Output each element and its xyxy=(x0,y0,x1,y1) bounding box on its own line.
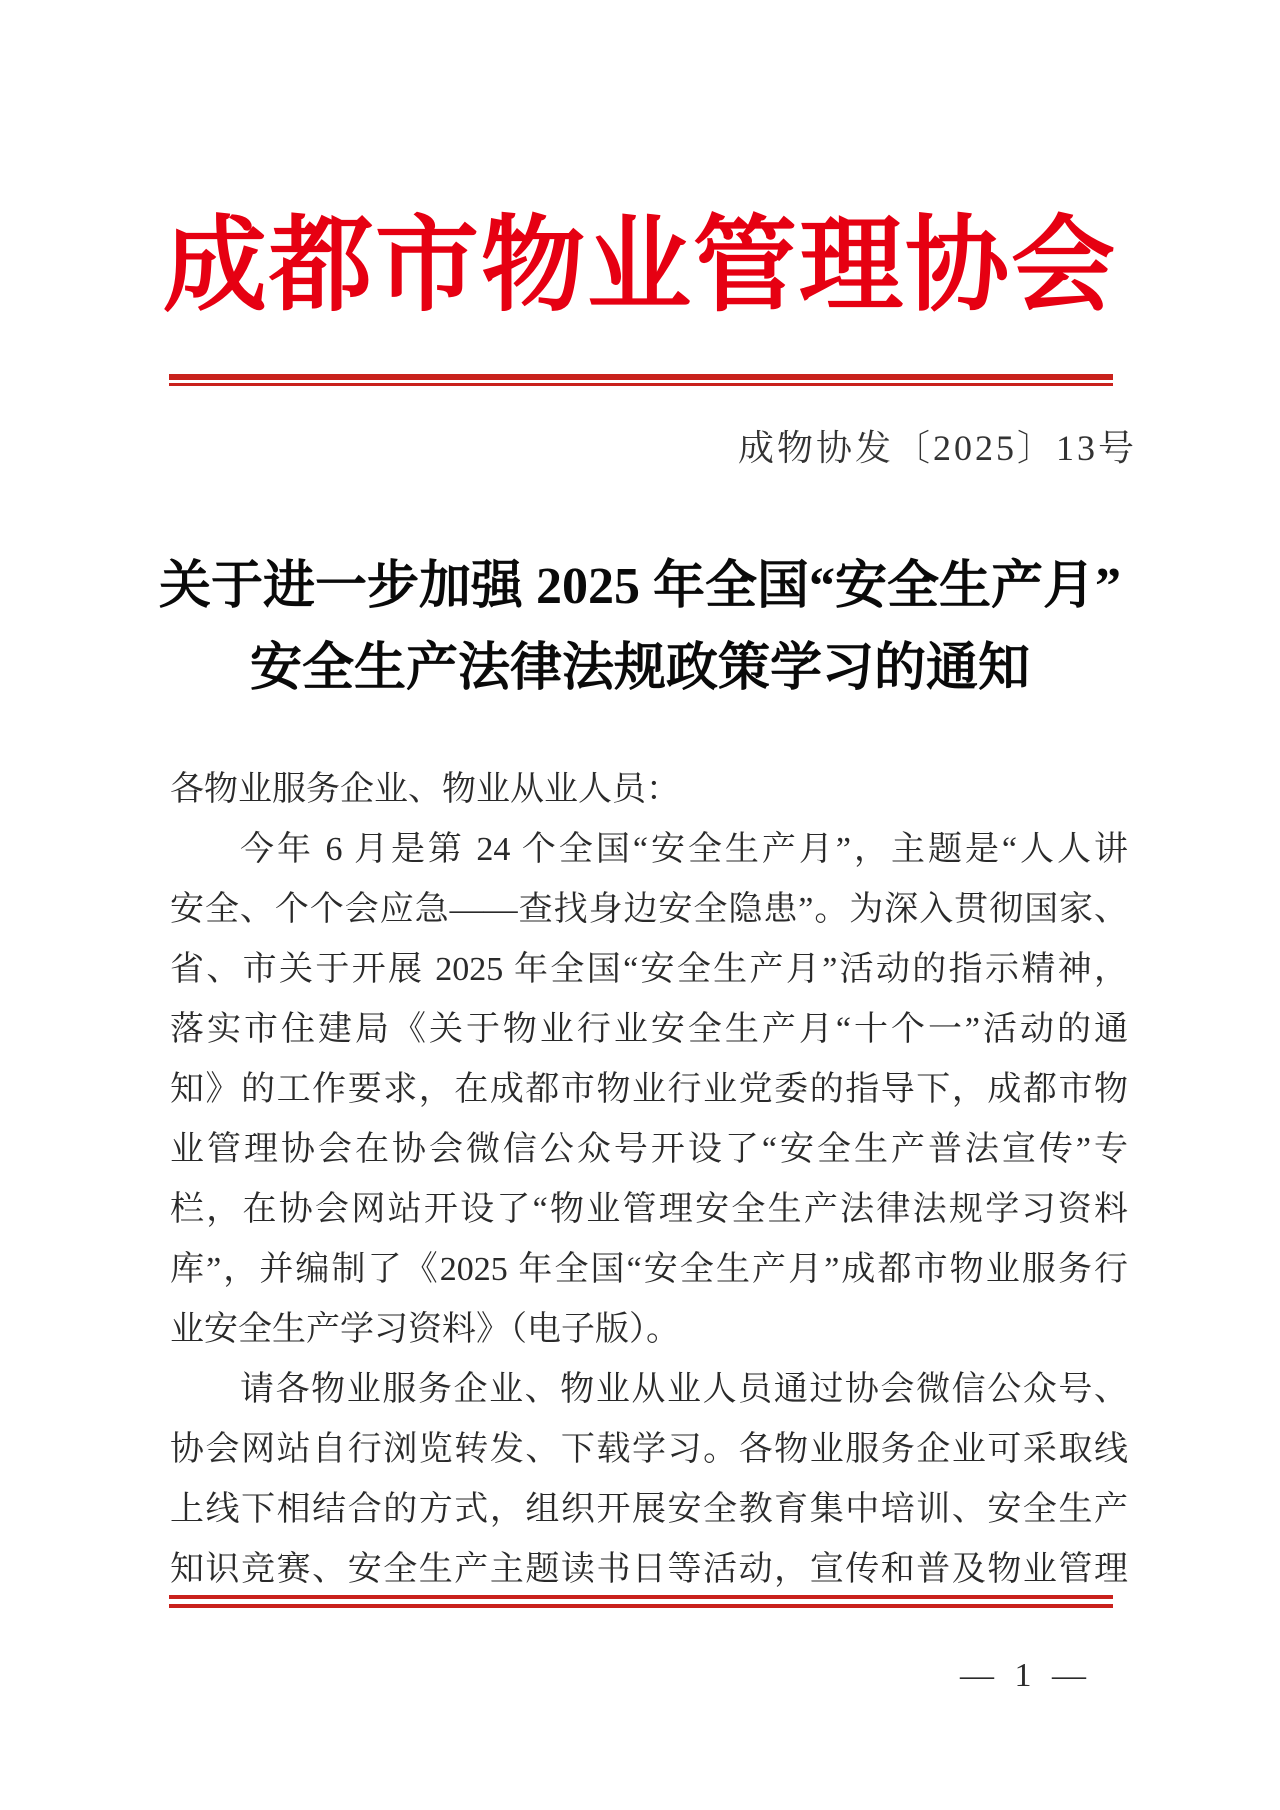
body-line: 业管理协会在协会微信公众号开设了“安全生产普法宣传”专 xyxy=(170,1131,1128,1168)
body-line: 省、市关于开展 2025 年全国“安全生产月”活动的指示精神， xyxy=(170,951,1128,988)
document-title xyxy=(0,546,1280,710)
body-line: 请各物业服务企业、物业从业人员通过协会微信公众号、 xyxy=(240,1371,1128,1408)
body-line: 栏，在协会网站开设了“物业管理安全生产法律法规学习资料 xyxy=(170,1191,1128,1228)
body-text xyxy=(170,760,1128,1600)
body-line: 落实市住建局《关于物业行业安全生产月“十个一”活动的通 xyxy=(170,1011,1128,1048)
header-separator-line xyxy=(169,374,1113,386)
doc-number: 成物协发〔2025〕13号 xyxy=(738,428,1138,468)
page-number: — 1 — xyxy=(960,1657,1092,1694)
footer-separator-line xyxy=(169,1595,1113,1608)
body-line: 库”，并编制了《2025 年全国“安全生产月”成都市物业服务行 xyxy=(170,1251,1128,1288)
body-line: 协会网站自行浏览转发、下载学习。各物业服务企业可采取线 xyxy=(170,1431,1128,1468)
body-line: 今年 6 月是第 24 个全国“安全生产月”，主题是“人人讲 xyxy=(240,831,1128,868)
body-line: 业安全生产学习资料》（电子版）。 xyxy=(170,1311,680,1348)
body-line: 上线下相结合的方式，组织开展安全教育集中培训、安全生产 xyxy=(170,1491,1128,1528)
org-name-header: 成都市物业管理协会 xyxy=(162,209,1117,324)
title-line-2: 安全生产法律法规政策学习的通知 xyxy=(249,640,1030,697)
title-line-1: 关于进一步加强 2025 年全国“安全生产月” xyxy=(158,558,1121,615)
body-line: 安全、个个会应急——查找身边安全隐患”。为深入贯彻国家、 xyxy=(170,891,1128,928)
body-line: 知》的工作要求，在成都市物业行业党委的指导下，成都市物 xyxy=(170,1071,1128,1108)
body-line: 各物业服务企业、物业从业人员： xyxy=(170,771,680,808)
body-line: 知识竞赛、安全生产主题读书日等活动，宣传和普及物业管理 xyxy=(170,1551,1128,1588)
